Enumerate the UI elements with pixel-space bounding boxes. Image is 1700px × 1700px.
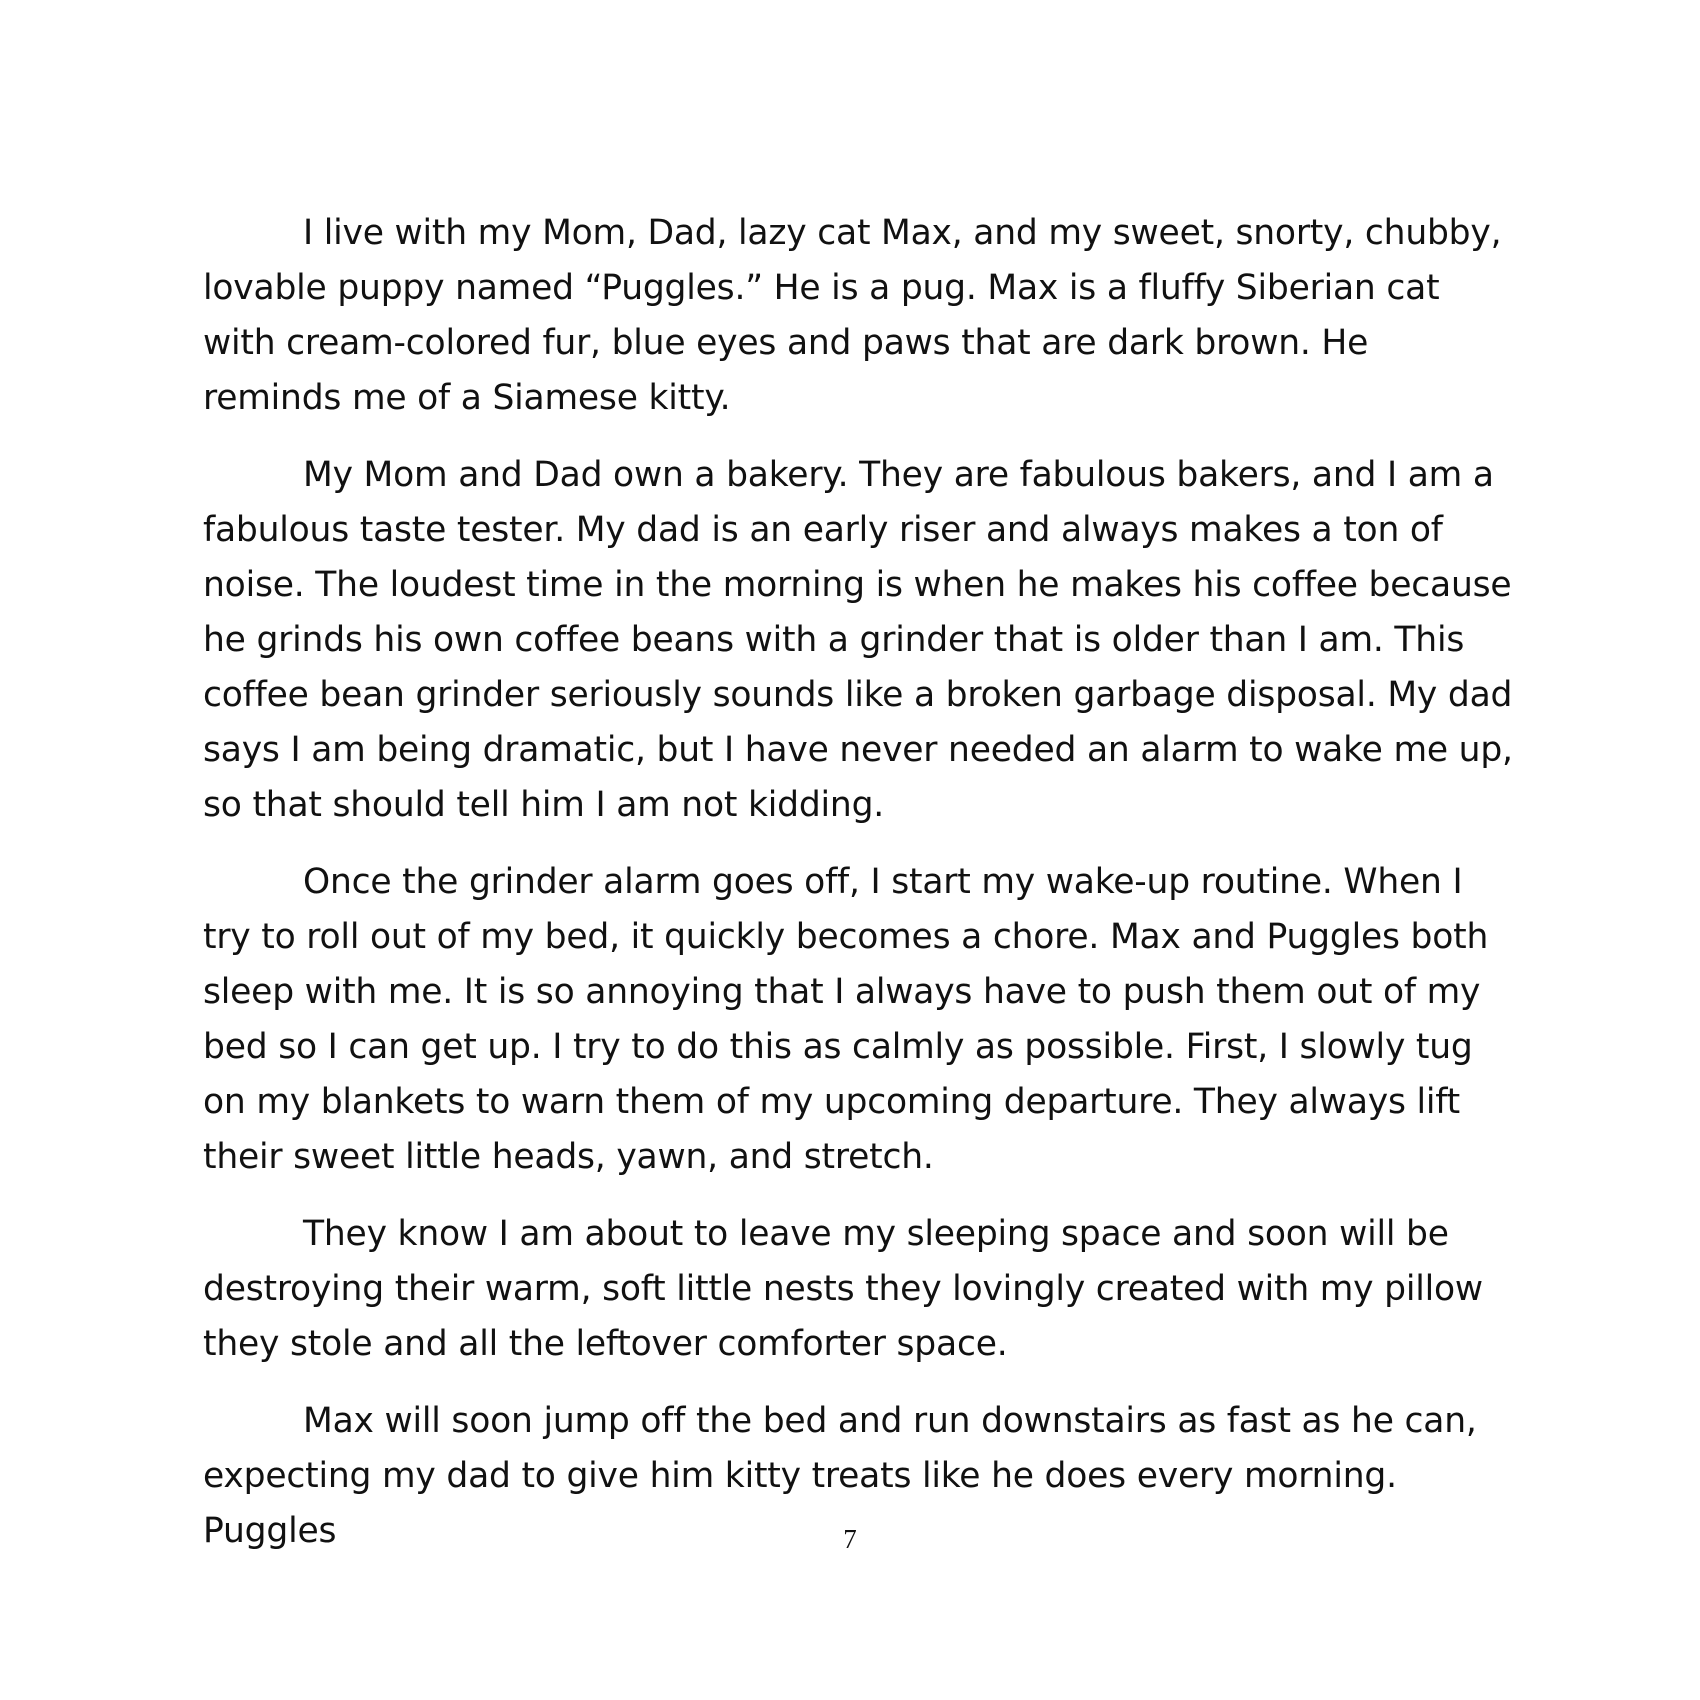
paragraph-4: They know I am about to leave my sleeping space and soon will be destroying their warm, soft little nests they lovingly created with my pillow they stole and all the leftover comforter space.	[203, 1214, 1483, 1364]
body-text	[203, 206, 1513, 1581]
page-number: 7	[843, 1524, 857, 1554]
paragraph-5: Max will soon jump off the bed and run downstairs as fast as he can, expecting my dad to give him kitty treats like he does every morning. Puggles	[203, 1401, 1477, 1551]
paragraph-3: Once the grinder alarm goes off, I start my wake-up routine. When I try to roll out of my bed, it quickly becomes a chore. Max and Puggles both sleep with me. It is so annoying that I always have to push them out of my bed so I can get up. I try to do this as calmly as possible. First, I slowly tug on my blankets to warn them of my upcoming departure. They always lift their sweet little heads, yawn, and stretch.	[203, 862, 1489, 1177]
paragraph-2: My Mom and Dad own a bakery. They are fabulous bakers, and I am a fabulous taste tester. My dad is an early riser and always makes a ton of noise. The loudest time in the morning is when he makes his coffee because he grinds his own coffee beans with a grinder that is older than I am. This coffee bean grinder seriously sounds like a broken garbage disposal. My dad says I am being dramatic, but I have never needed an alarm to wake me up, so that should tell him I am not kidding.	[203, 455, 1513, 825]
paragraph-1: I live with my Mom, Dad, lazy cat Max, and my sweet, snorty, chubby, lovable puppy named “Puggles.” He is a pug. Max is a fluffy Siberian cat with cream-colored fur, blue eyes and paws that are dark brown. He reminds me of a Siamese kitty.	[203, 213, 1502, 418]
